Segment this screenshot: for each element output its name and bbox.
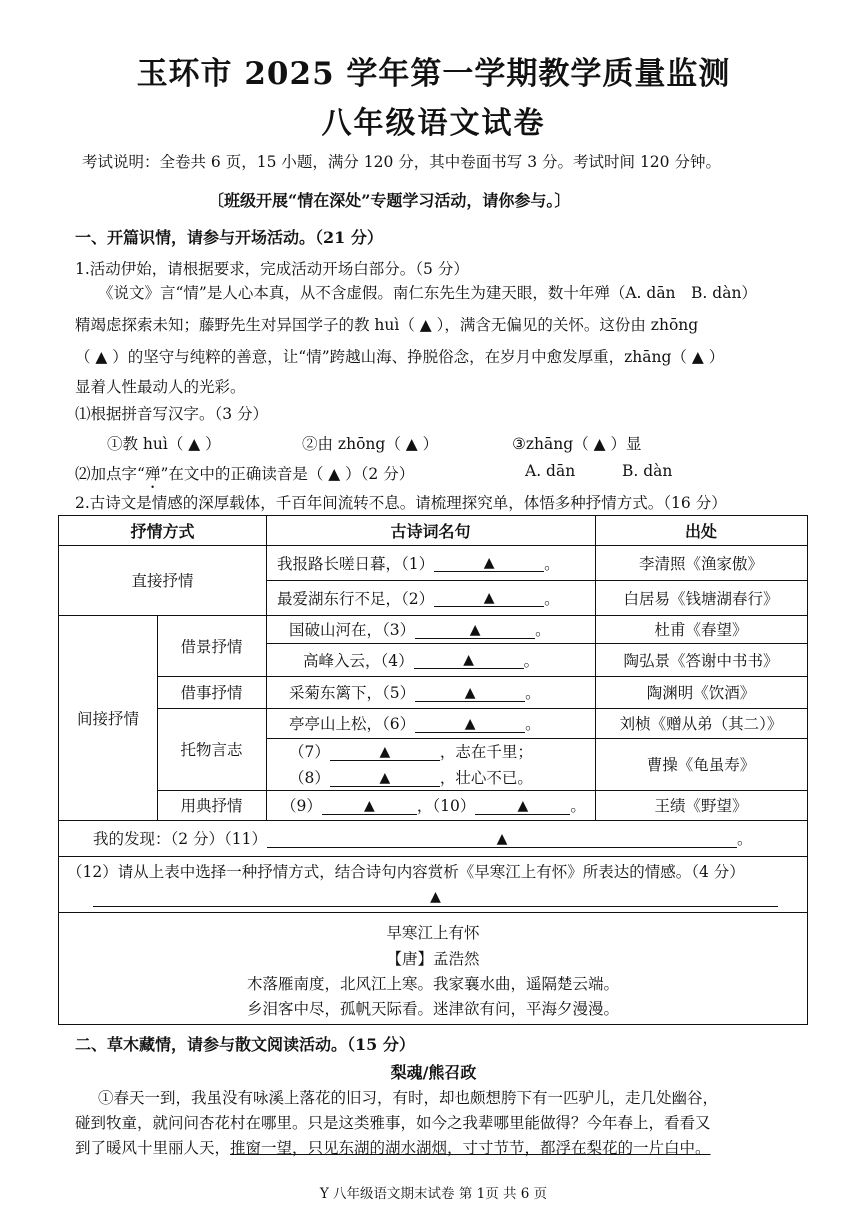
source-cell: 曹操《龟虽寿》 bbox=[646, 756, 756, 774]
scene-lyric-label: 借景抒情 bbox=[180, 637, 243, 656]
poem-title: 早寒江上有怀 bbox=[386, 924, 480, 942]
q1-sub2-stem: ⑵加点字“殚”在文中的正确读音是（ ▲ ）（2 分） bbox=[75, 465, 415, 483]
table-header-source: 出处 bbox=[684, 522, 717, 541]
source-cell: 陶弘景《答谢中书书》 bbox=[623, 651, 779, 670]
q1-sub2-option-b: B. dàn bbox=[622, 462, 673, 480]
q1-sub2-option-a: A. dān bbox=[525, 462, 576, 480]
q1-stem: 1.活动伊始，请根据要求，完成活动开场白部分。（5 分） bbox=[75, 260, 469, 278]
object-lyric-label: 托物言志 bbox=[180, 741, 243, 759]
poem-line-2: 乡泪客中尽，孤帆天际看。迷津欲有问，平海夕漫漫。 bbox=[246, 1000, 619, 1018]
table-row: （8） ▲ ，壮心不已。 bbox=[289, 769, 533, 787]
source-cell: 白居易《钱塘湖春行》 bbox=[623, 589, 779, 608]
table-row: 我报路长嗟日暮，（1） ▲ 。 bbox=[277, 554, 560, 573]
q2-stem: 2.古诗文是情感的深厚载体，千百年间流转不息。请梳理探究单，体悟多种抒情方式。（16 分） bbox=[75, 494, 727, 512]
section2-heading: 二、草木藏情，请参与散文阅读活动。（15 分） bbox=[75, 1035, 415, 1054]
source-cell: 王绩《野望》 bbox=[654, 797, 748, 815]
lyric-methods-table bbox=[58, 515, 808, 913]
q1-paragraph-line-4: 显着人性最动人的光彩。 bbox=[75, 378, 246, 396]
table-header-verse: 古诗词名句 bbox=[390, 522, 471, 541]
exam-title: 玉环市 2025 学年第一学期教学质量监测 bbox=[136, 56, 731, 92]
table-row: 亭亭山上松，（6） ▲ 。 bbox=[289, 715, 541, 733]
source-cell: 陶渊明《饮酒》 bbox=[646, 684, 756, 702]
table-header-method: 抒情方式 bbox=[130, 522, 195, 541]
event-lyric-label: 借事抒情 bbox=[180, 684, 243, 702]
table-row: 采菊东篱下，（5） ▲ 。 bbox=[289, 684, 541, 702]
q12-answer-line: ▲ bbox=[93, 886, 778, 907]
essay-paragraph-line-3: 到了暖风十里丽人天，推窗一望，只见东湖的湖水湖烟，寸寸节节，都浮在梨花的一片白中。 bbox=[75, 1139, 711, 1157]
source-cell: 杜甫《春望》 bbox=[654, 621, 748, 639]
exam-instructions: 考试说明：全卷共 6 页，15 小题，满分 120 分，其中卷面书写 3 分。考试时间 120 分钟。 bbox=[82, 153, 721, 171]
q1-sub1-stem: ⑴根据拼音写汉字。（3 分） bbox=[75, 405, 269, 423]
q1-sub1-item-2: ②由 zhōng（ ▲ ） bbox=[302, 435, 439, 453]
q1-sub1-item-1: ①教 huì（ ▲ ） bbox=[107, 435, 221, 453]
table-row: 最爱湖东行不足，（2） ▲ 。 bbox=[277, 589, 560, 608]
table-row: （7） ▲ ，志在千里； bbox=[289, 743, 533, 761]
q1-sub1-item-3: ③zhāng（ ▲ ）显 bbox=[512, 435, 642, 453]
dotted-character: 殚 bbox=[144, 465, 161, 483]
q1-paragraph-line-1: 《说文》言“情”是人心本真，从不含虚假。南仁东先生为建天眼，数十年殚（A. dān B. dàn） bbox=[98, 284, 757, 302]
exam-subtitle: 八年级语文试卷 bbox=[321, 106, 546, 141]
table-row: 国破山河在，（3） ▲ 。 bbox=[289, 621, 551, 639]
source-cell: 刘桢《赠从弟（其二）》 bbox=[619, 715, 783, 733]
indirect-lyric-label: 间接抒情 bbox=[76, 709, 139, 728]
poem-author: 【唐】孟浩然 bbox=[386, 950, 480, 968]
allusion-lyric-label: 用典抒情 bbox=[180, 797, 243, 815]
table-row: 高峰入云，（4） ▲ 。 bbox=[303, 651, 540, 670]
q1-paragraph-line-3: （ ▲ ）的坚守与纯粹的善意，让“情”跨越山海、挣脱俗念，在岁月中愈发厚重，zhāng（ ▲ ） bbox=[75, 348, 725, 366]
discovery-row: 我的发现：（2 分）（11） ▲ 。 bbox=[93, 830, 753, 848]
poem-box bbox=[58, 913, 808, 1025]
activity-intro: 〔班级开展“情在深处”专题学习活动，请你参与。〕 bbox=[208, 191, 571, 210]
page-footer: Y 八年级语文期末试卷 第 1页 共 6 页 bbox=[319, 1186, 548, 1202]
direct-lyric-label: 直接抒情 bbox=[131, 572, 194, 590]
essay-paragraph-line-1: ①春天一到，我虽没有咏溪上落花的旧习，有时，却也颇想胯下有一匹驴儿，走几处幽谷， bbox=[98, 1089, 719, 1107]
q12-prompt: （12）请从上表中选择一种抒情方式，结合诗句内容赏析《早寒江上有怀》所表达的情感。（4 分） bbox=[67, 863, 745, 881]
q1-paragraph-line-2: 精竭虑探索未知；藤野先生对异国学子的教 huì（ ▲ ），满含无偏见的关怀。这份由 zhōng bbox=[75, 316, 699, 334]
source-cell: 李清照《渔家傲》 bbox=[638, 554, 763, 573]
essay-title: 梨魂/熊召政 bbox=[390, 1063, 477, 1082]
underlined-sentence: 推窗一望，只见东湖的湖水湖烟，寸寸节节，都浮在梨花的一片白中。 bbox=[230, 1139, 711, 1157]
poem-line-1: 木落雁南度，北风江上寒。我家襄水曲，遥隔楚云端。 bbox=[246, 975, 619, 993]
section1-heading: 一、开篇识情，请参与开场活动。（21 分） bbox=[75, 228, 383, 247]
essay-paragraph-line-2: 碰到牧童，就问问杏花村在哪里。只是这类雅事，如今之我辈哪里能做得？今年春上，看看又 bbox=[75, 1114, 711, 1132]
table-row: （9） ▲ ，（10） ▲ 。 bbox=[281, 797, 586, 815]
